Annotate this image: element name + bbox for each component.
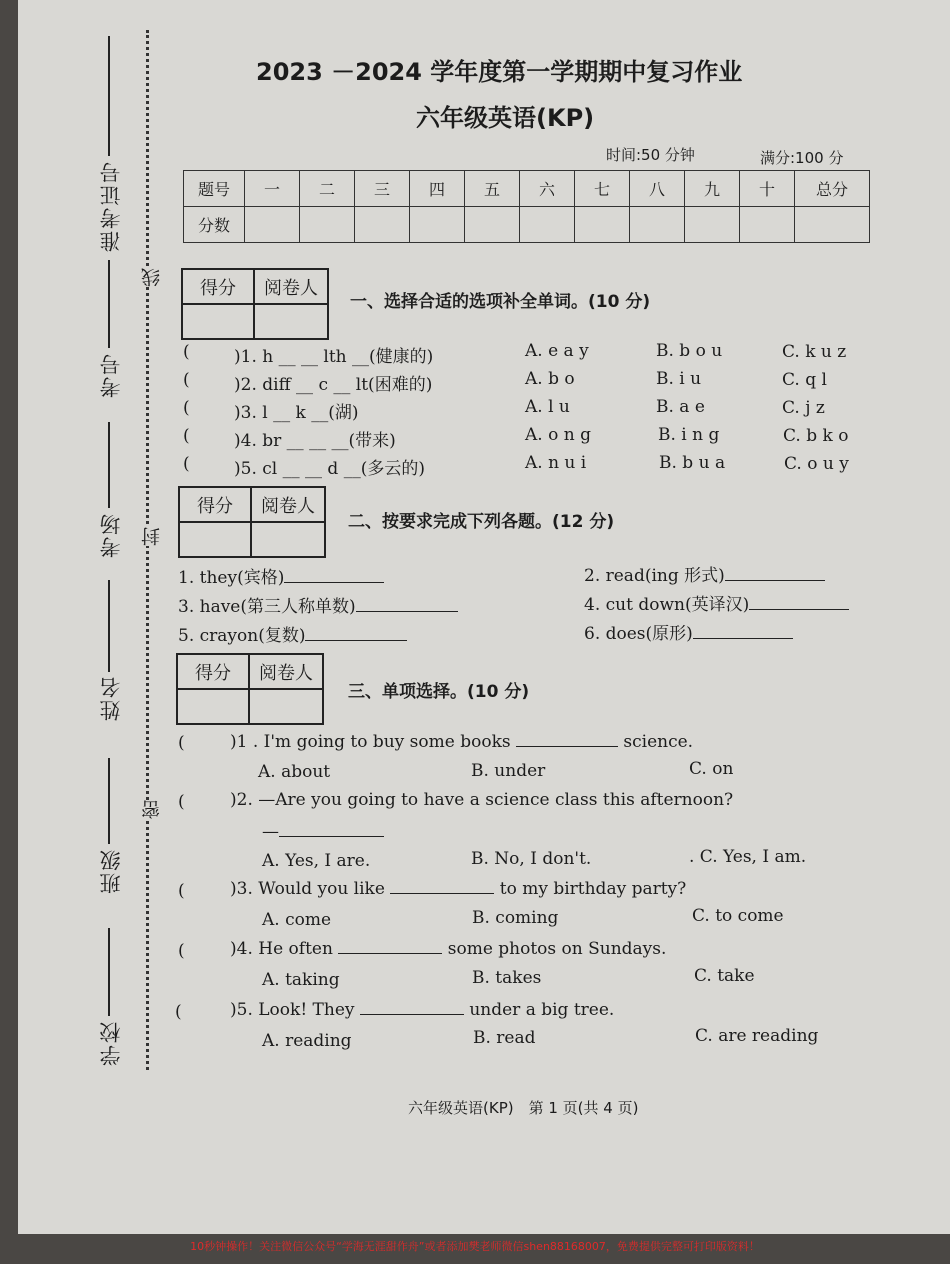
answer-paren[interactable]: ( [183,426,190,446]
answer-paren[interactable]: ( [178,941,185,961]
answer-blank[interactable] [284,582,384,583]
score-table-cell: 题号 [184,171,245,207]
score-table-cell: 八 [630,171,685,207]
s3-question-text: )1 . I'm going to buy some books [230,732,511,752]
s3-option-b: B. takes [472,968,542,988]
s2-item-5 [178,621,407,646]
s1-question-3: )3. l __ k __(湖) [234,403,359,423]
grader-box-score-label: 得分 [179,487,251,522]
s3-question-text-end: under a big tree. [469,1000,615,1020]
s1-option-a: A. b o [525,369,575,389]
answer-blank[interactable] [279,836,384,837]
exam-subtitle: 六年级英语(KP) [416,104,595,132]
s2-item-1 [178,563,384,588]
s3-question-text-end: to my birthday party? [499,879,687,899]
score-input-cell[interactable] [575,207,630,243]
score-table-cell: 十 [740,171,795,207]
side-label-seat-no: 考号 [99,352,123,398]
s3-question-text: )5. Look! They [230,1000,355,1020]
score-table-cell: 七 [575,171,630,207]
side-blank-name [108,580,110,672]
dash: — [262,822,279,842]
seal-char-secret: 密 [138,800,165,819]
s1-question-2: )2. diff __ c __ lt(困难的) [234,375,433,395]
grader-box-grader-label: 阅卷人 [254,269,328,304]
s2-item-label: 1. they(宾格) [178,568,285,588]
grader-box-3 [176,653,324,725]
s3-question-5 [230,1000,614,1020]
s1-option-c: C. b k o [783,426,849,446]
answer-blank[interactable] [305,640,407,641]
answer-paren[interactable]: ( [175,1002,182,1022]
s3-option-a: A. come [262,910,332,930]
s2-item-label: 6. does(原形) [584,624,693,644]
section3-title: 三、单项选择。(10 分) [348,682,530,702]
s1-option-b: B. a e [656,397,705,417]
score-table-score-row [184,207,870,243]
s3-option-a: A. about [258,762,331,782]
seal-char-seal: 封 [138,527,165,546]
s3-option-c: C. are reading [695,1026,819,1046]
s1-option-b: B. i u [656,369,702,389]
exam-full-score: 满分:100 分 [760,149,844,167]
s1-question-4: )4. br __ __ __(带来) [234,431,396,451]
s3-question-text: )4. He often [230,939,333,959]
s3-option-a: A. Yes, I are. [262,851,371,871]
score-table-cell: 九 [685,171,740,207]
page-footer: 六年级英语(KP) 第 1 页(共 4 页) [408,1099,639,1117]
s3-option-b: B. under [471,761,546,781]
score-input-cell[interactable] [245,207,300,243]
s3-answer-line [262,822,384,842]
score-input-cell[interactable] [520,207,575,243]
s1-option-a: A. l u [525,397,570,417]
side-blank-room [108,422,110,508]
answer-paren[interactable]: ( [183,370,190,390]
s1-option-b: B. b o u [656,341,723,361]
score-table-cell: 五 [465,171,520,207]
s2-item-2 [584,561,825,586]
answer-paren[interactable]: ( [178,792,185,812]
s1-option-a: A. n u i [525,453,587,473]
score-input-cell[interactable] [685,207,740,243]
answer-blank[interactable] [749,609,849,610]
s1-question-1: )1. h __ __ lth __(健康的) [234,347,434,367]
s2-item-label: 3. have(第三人称单数) [178,597,356,617]
answer-blank[interactable] [516,746,618,747]
score-input-cell[interactable] [465,207,520,243]
s2-item-label: 2. read(ing 形式) [584,566,725,586]
score-input-cell[interactable] [410,207,465,243]
score-table-cell: 一 [245,171,300,207]
answer-blank[interactable] [338,953,442,954]
grader-box-1 [181,268,329,340]
s1-option-c: C. o u y [784,454,849,474]
exam-time: 时间:50 分钟 [606,146,695,164]
promo-banner: 10秒钟操作！关注微信公众号“学海无涯甜作舟”或者添加樊老师微信shen88168007，免费提供完整可打印版资料！ [190,1240,760,1253]
grader-box-2 [178,486,326,558]
side-blank-exam-no [108,36,110,156]
answer-blank[interactable] [356,611,458,612]
s3-option-b: B. coming [472,908,559,928]
score-table-cell: 总分 [795,171,870,207]
s1-option-a: A. e a y [525,341,589,361]
s1-option-b: B. b u a [659,453,726,473]
s3-question-2: )2. —Are you going to have a science class this afternoon? [230,790,734,810]
side-label-exam-no: 准考证号 [99,160,123,252]
grader-box-input[interactable] [182,304,254,339]
s3-question-4 [230,939,666,959]
s1-question-5: )5. cl __ __ d __(多云的) [234,459,425,479]
s3-option-c: C. on [689,759,734,779]
score-table-cell: 四 [410,171,465,207]
s3-question-3 [230,879,686,899]
s3-question-text-end: some photos on Sundays. [447,939,667,959]
section1-title: 一、选择合适的选项补全单词。(10 分) [350,292,651,312]
answer-paren[interactable]: ( [183,398,190,418]
s3-option-a: A. taking [262,970,340,990]
answer-blank[interactable] [390,893,494,894]
s3-option-b: B. No, I don't. [471,849,592,869]
score-input-cell[interactable] [300,207,355,243]
grader-box-input[interactable] [251,522,325,557]
grader-box-grader-label: 阅卷人 [249,654,323,689]
side-label-name: 姓名 [99,675,123,721]
s3-question-text: )3. Would you like [230,879,385,899]
answer-blank[interactable] [360,1014,464,1015]
s3-option-c: C. take [694,966,755,986]
score-input-cell[interactable] [740,207,795,243]
score-table [183,170,870,243]
s2-item-label: 5. crayon(复数) [178,626,306,646]
side-label-class: 班级 [99,848,123,894]
s3-question-1 [230,732,693,752]
grader-box-input[interactable] [249,689,323,724]
side-blank-class [108,758,110,844]
answer-blank[interactable] [725,580,825,581]
s3-option-b: B. read [473,1028,536,1048]
answer-paren[interactable]: ( [178,881,185,901]
side-label-school: 学校 [99,1020,123,1066]
grader-box-input[interactable] [179,522,251,557]
answer-paren[interactable]: ( [183,454,190,474]
seal-dotted-line [146,30,149,1070]
score-input-cell[interactable] [355,207,410,243]
score-table-cell: 二 [300,171,355,207]
score-table-cell: 六 [520,171,575,207]
seal-char-line: 线 [138,268,165,287]
grader-box-score-label: 得分 [182,269,254,304]
grader-box-score-label: 得分 [177,654,249,689]
score-input-cell[interactable] [630,207,685,243]
answer-blank[interactable] [693,638,793,639]
s3-option-c: C. to come [692,906,784,926]
score-table-cell: 分数 [184,207,245,243]
side-label-room: 考场 [99,512,123,558]
s2-item-4 [584,590,849,615]
s3-question-text-end: science. [623,732,694,752]
grader-box-grader-label: 阅卷人 [251,487,325,522]
exam-title: 2023 －2024 学年度第一学期期中复习作业 [256,58,743,86]
s1-option-c: C. q l [782,370,827,390]
s2-item-3 [178,592,458,617]
s1-option-a: A. o n g [525,425,591,445]
s1-option-c: C. k u z [782,342,847,362]
score-table-cell: 三 [355,171,410,207]
s1-option-c: C. j z [782,398,825,418]
score-table-header-row [184,171,870,207]
grader-box-input[interactable] [254,304,328,339]
s3-option-a: A. reading [262,1031,352,1051]
grader-box-input[interactable] [177,689,249,724]
s2-item-label: 4. cut down(英译汉) [584,595,750,615]
score-input-cell[interactable] [795,207,870,243]
s2-item-6 [584,619,793,644]
side-blank-seat-no [108,260,110,348]
s3-option-c: . C. Yes, I am. [689,847,807,867]
answer-paren[interactable]: ( [183,342,190,362]
s1-option-b: B. i n g [658,425,720,445]
side-blank-school [108,928,110,1016]
answer-paren[interactable]: ( [178,733,185,753]
section2-title: 二、按要求完成下列各题。(12 分) [348,512,615,532]
